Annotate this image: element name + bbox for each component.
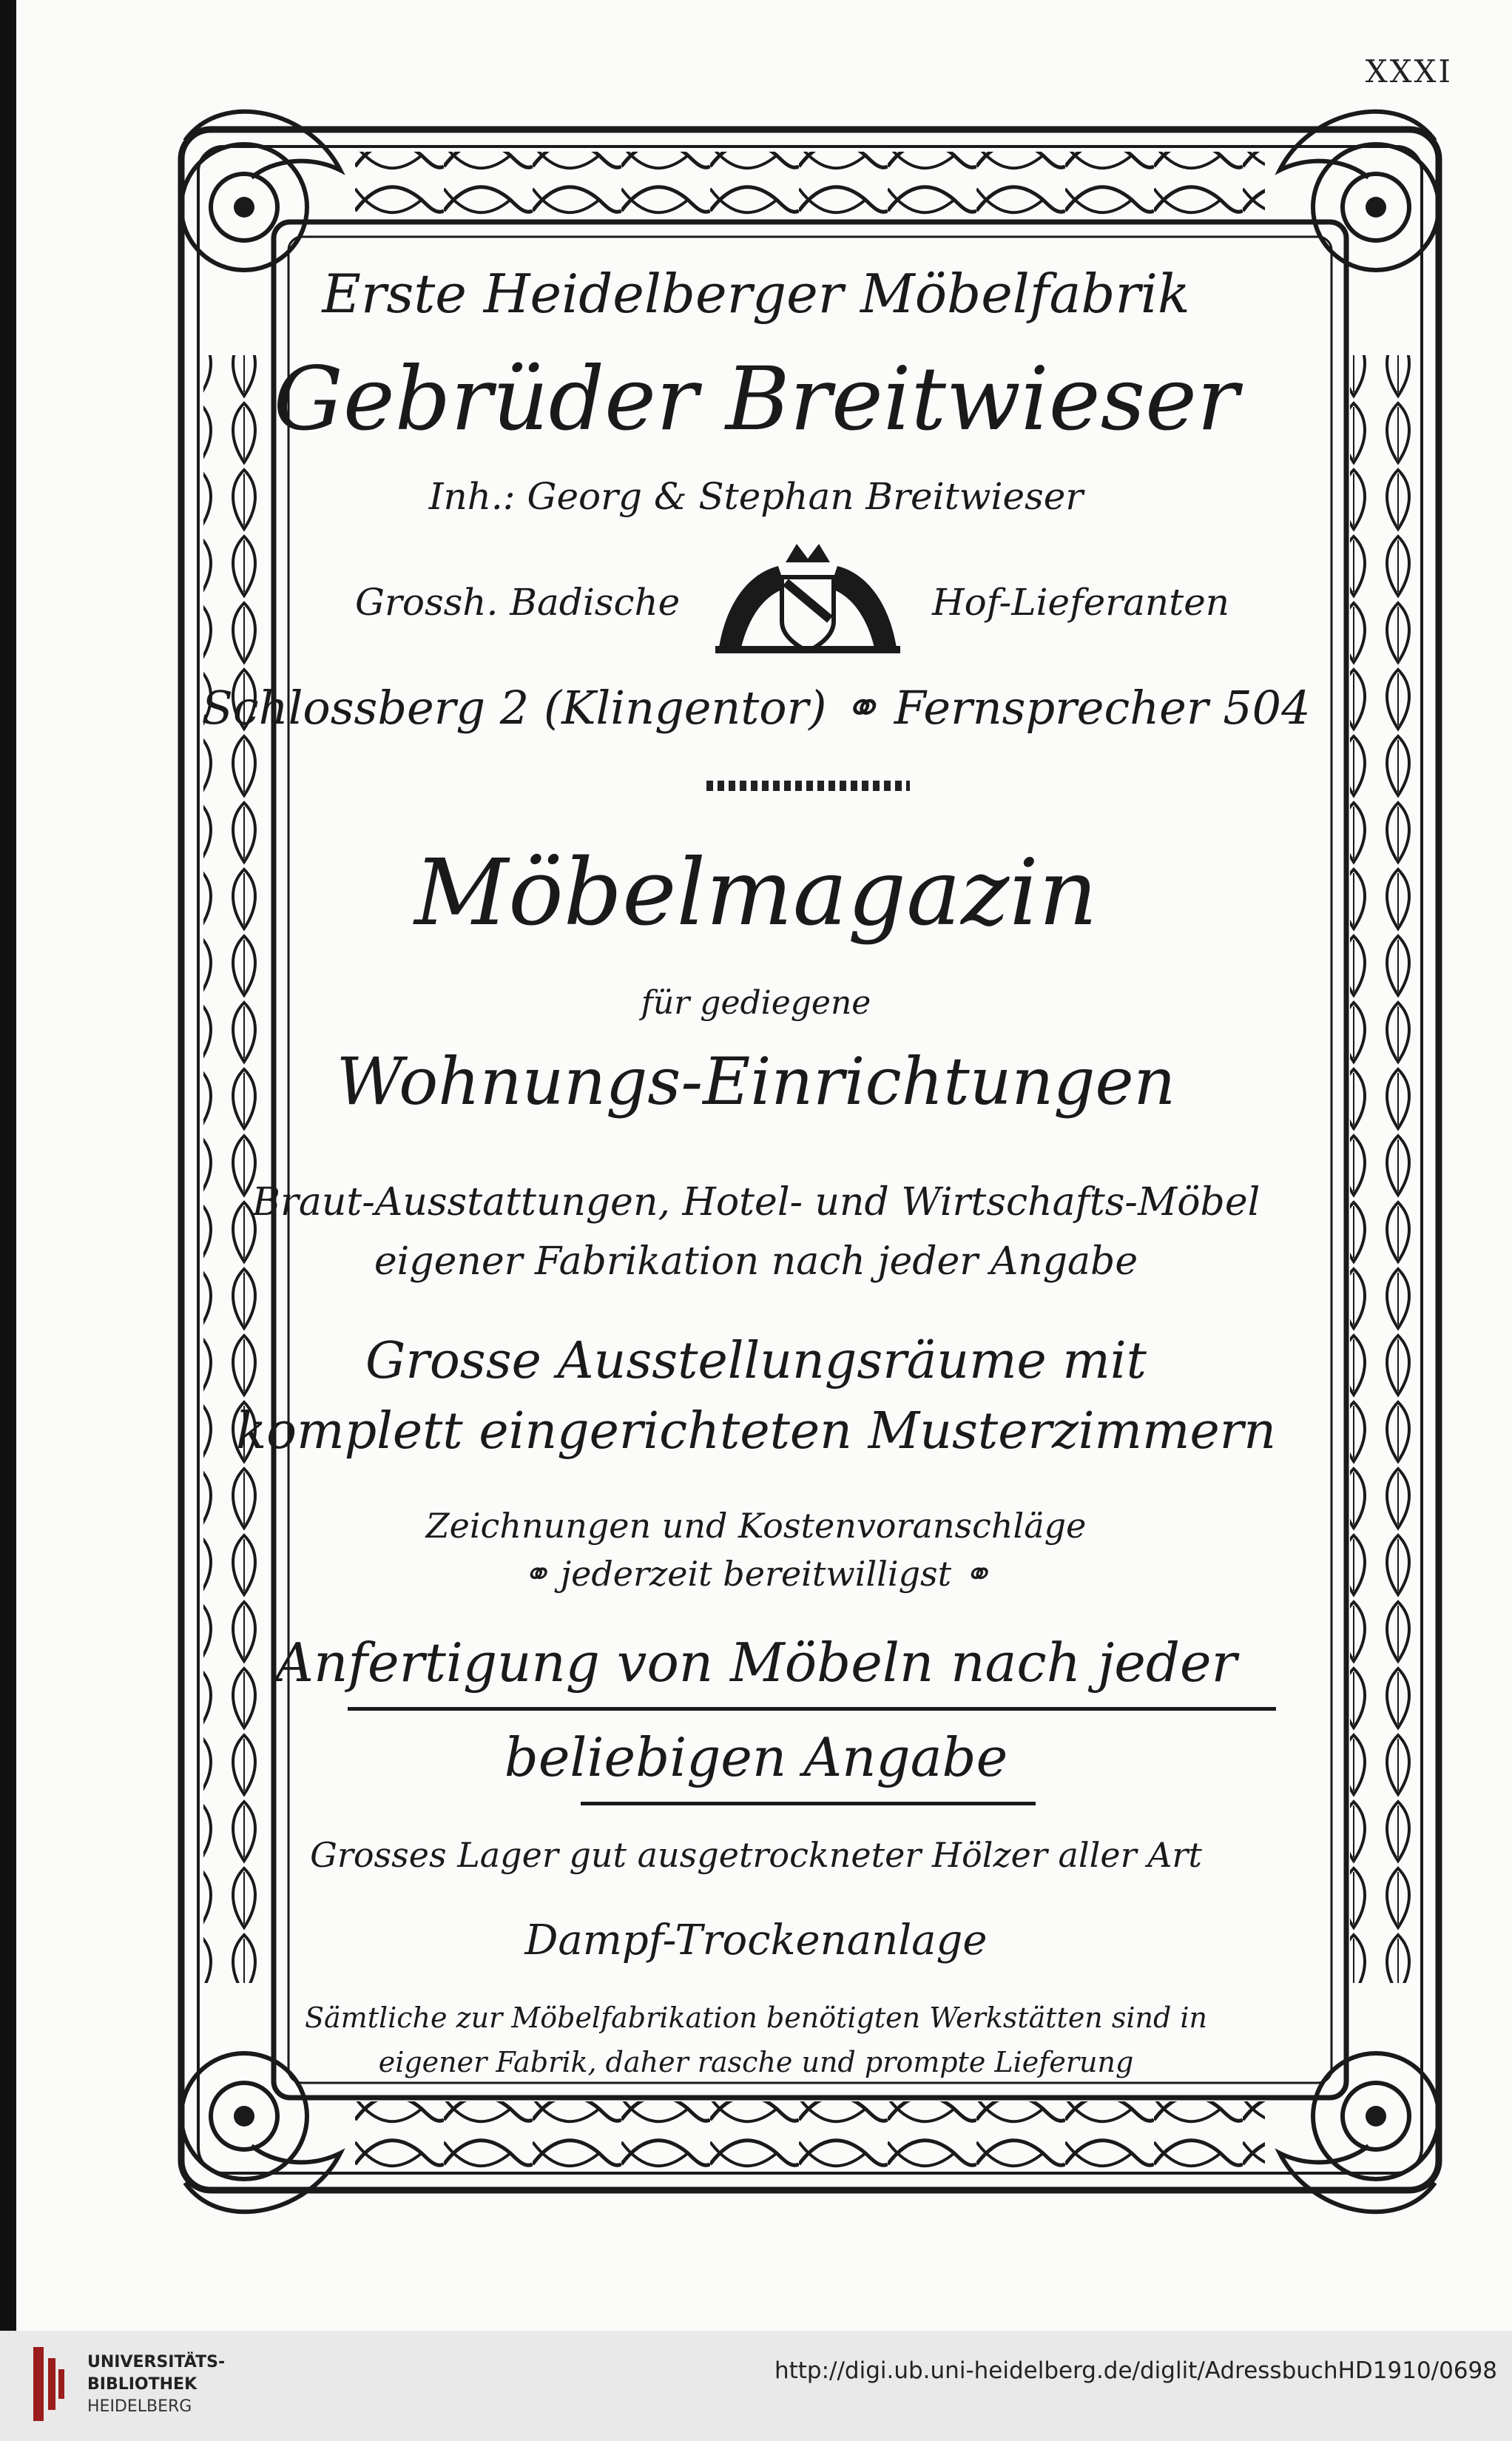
library-line-3: HEIDELBERG: [87, 2397, 192, 2416]
page-number: XXXI: [1365, 53, 1453, 90]
company-name: Gebrüder Breitwieser: [273, 348, 1239, 450]
workshops-line-1: Sämtliche zur Möbelfabrikation benötigten Werkstätten sind in: [304, 2001, 1208, 2034]
address-line: Schlossberg 2 (Klingentor) ⚭ Fernsprecher 504: [201, 681, 1311, 735]
drying-line: Dampf-Trockenanlage: [524, 1916, 988, 1964]
underline-1: [348, 1707, 1276, 1711]
dotted-divider: [706, 781, 910, 791]
showrooms-line-1: Grosse Ausstellungsräume mit: [365, 1332, 1147, 1390]
drawings-line-2: ⚭ jederzeit bereitwilligst ⚭: [521, 1554, 991, 1594]
sub-heading: Wohnungs-Einrichtungen: [336, 1043, 1176, 1120]
specialties-line-2: eigener Fabrikation nach jeder Angabe: [374, 1239, 1138, 1284]
owners-line: Inh.: Georg & Stephan Breitwieser: [428, 475, 1084, 518]
library-line-1: UNIVERSITÄTS-: [87, 2353, 226, 2371]
timber-line: Grosses Lager gut ausgetrockneter Hölzer aller Art: [310, 1835, 1202, 1875]
source-url-link[interactable]: http://digi.ub.uni-heidelberg.de/diglit/AdressbuchHD1910/0698: [774, 2357, 1497, 2384]
library-name[interactable]: [87, 2351, 225, 2418]
warrant-right: Hof-Lieferanten: [932, 581, 1230, 624]
specialties-line-1: Braut-Ausstattungen, Hotel- und Wirtschafts-Möbel: [252, 1180, 1260, 1225]
line-first-factory: Erste Heidelberger Möbelfabrik: [322, 263, 1190, 325]
custom-furniture-line-2: beliebigen Angabe: [504, 1726, 1008, 1788]
heading-moebelmagazin: Möbelmagazin: [414, 840, 1098, 946]
library-line-2: BIBLIOTHEK: [87, 2375, 198, 2394]
university-library-logo-icon[interactable]: [33, 2347, 64, 2421]
drawings-line-1: Zeichnungen und Kostenvoranschläge: [425, 1506, 1087, 1546]
coat-of-arms-icon: [704, 536, 911, 662]
warrant-left: Grossh. Badische: [355, 581, 681, 624]
for-text: für gediegene: [641, 984, 871, 1022]
custom-furniture-line-1: Anfertigung von Möbeln nach jeder: [274, 1632, 1238, 1694]
showrooms-line-2: komplett eingerichteten Musterzimmern: [235, 1402, 1277, 1461]
footer-bar: [0, 2331, 1512, 2441]
workshops-line-2: eigener Fabrik, daher rasche und prompte Lieferung: [378, 2046, 1134, 2078]
underline-2: [581, 1802, 1036, 1805]
